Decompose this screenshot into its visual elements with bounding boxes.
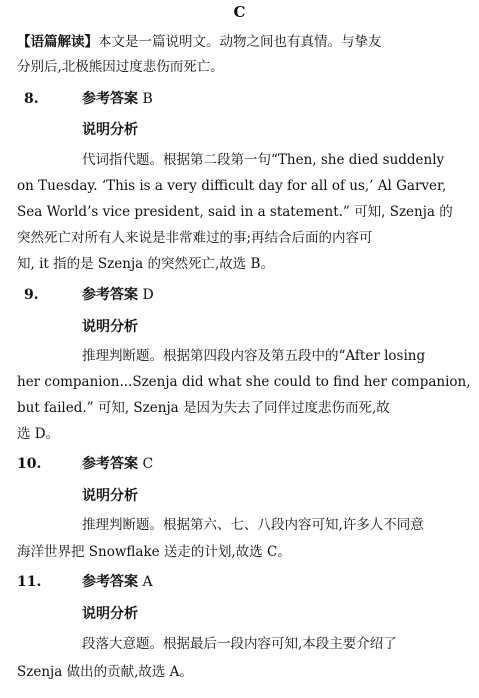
analysis-line: on Tuesday. ‘This is a very difficult day for all of us,’ Al Garver, <box>17 178 447 194</box>
analysis-line: 突然死亡对所有人来说是非常难过的事;再结合后面的内容可 <box>17 230 373 246</box>
question-number: 11. <box>17 574 42 590</box>
analysis-line: 选 D。 <box>17 426 60 442</box>
analysis-line: 代词指代题。根据第二段第一句“Then, she died suddenly <box>82 152 445 168</box>
analysis-line: Sea World’s vice president, said in a statement.” 可知, Szenja 的 <box>17 204 453 220</box>
analysis-line: but failed.” 可知, Szenja 是因为失去了同伴过度悲伤而死,故 <box>17 400 390 416</box>
answer-line <box>82 453 153 475</box>
answer-value: A <box>142 574 153 590</box>
intro-line-2: 分别后,北极熊因过度悲伤而死亡。 <box>17 59 224 75</box>
analysis-title: 说明分析 <box>82 319 138 335</box>
answer-label: 参考答案 <box>82 287 138 303</box>
answer-value: D <box>142 287 154 303</box>
analysis-line: 推理判断题。根据第四段内容及第五段中的“After losing <box>82 348 426 364</box>
answer-label: 参考答案 <box>82 91 138 107</box>
answer-label: 参考答案 <box>82 574 138 590</box>
answer-line <box>82 88 153 110</box>
analysis-title: 说明分析 <box>82 488 138 504</box>
analysis-line: her companion...Szenja did what she could to find her companion, <box>17 374 471 390</box>
question-number: 8. <box>24 91 39 107</box>
answer-label: 参考答案 <box>82 456 138 472</box>
section-heading: C <box>233 3 246 21</box>
answer-line <box>82 284 154 306</box>
answer-line <box>82 571 153 593</box>
analysis-line: 推理判断题。根据第六、七、八段内容可知,许多人不同意 <box>82 517 424 533</box>
analysis-line: 知, it 指的是 Szenja 的突然死亡,故选 B。 <box>17 256 274 272</box>
intro-text-1: 本文是一篇说明文。动物之间也有真情。与挚友 <box>98 34 382 50</box>
intro-label: 【语篇解读】 <box>17 34 98 50</box>
analysis-line: Szenja 做出的贡献,故选 A。 <box>17 664 193 680</box>
answer-value: B <box>142 91 153 107</box>
analysis-line: 海洋世界把 Snowflake 送走的计划,故选 C。 <box>17 544 291 560</box>
analysis-line: 段落大意题。根据最后一段内容可知,本段主要介绍了 <box>82 636 397 652</box>
question-number: 9. <box>24 287 39 303</box>
intro-line-1 <box>17 31 382 53</box>
question-number: 10. <box>17 456 42 472</box>
analysis-title: 说明分析 <box>82 122 138 138</box>
analysis-title: 说明分析 <box>82 606 138 622</box>
answer-value: C <box>142 456 154 472</box>
